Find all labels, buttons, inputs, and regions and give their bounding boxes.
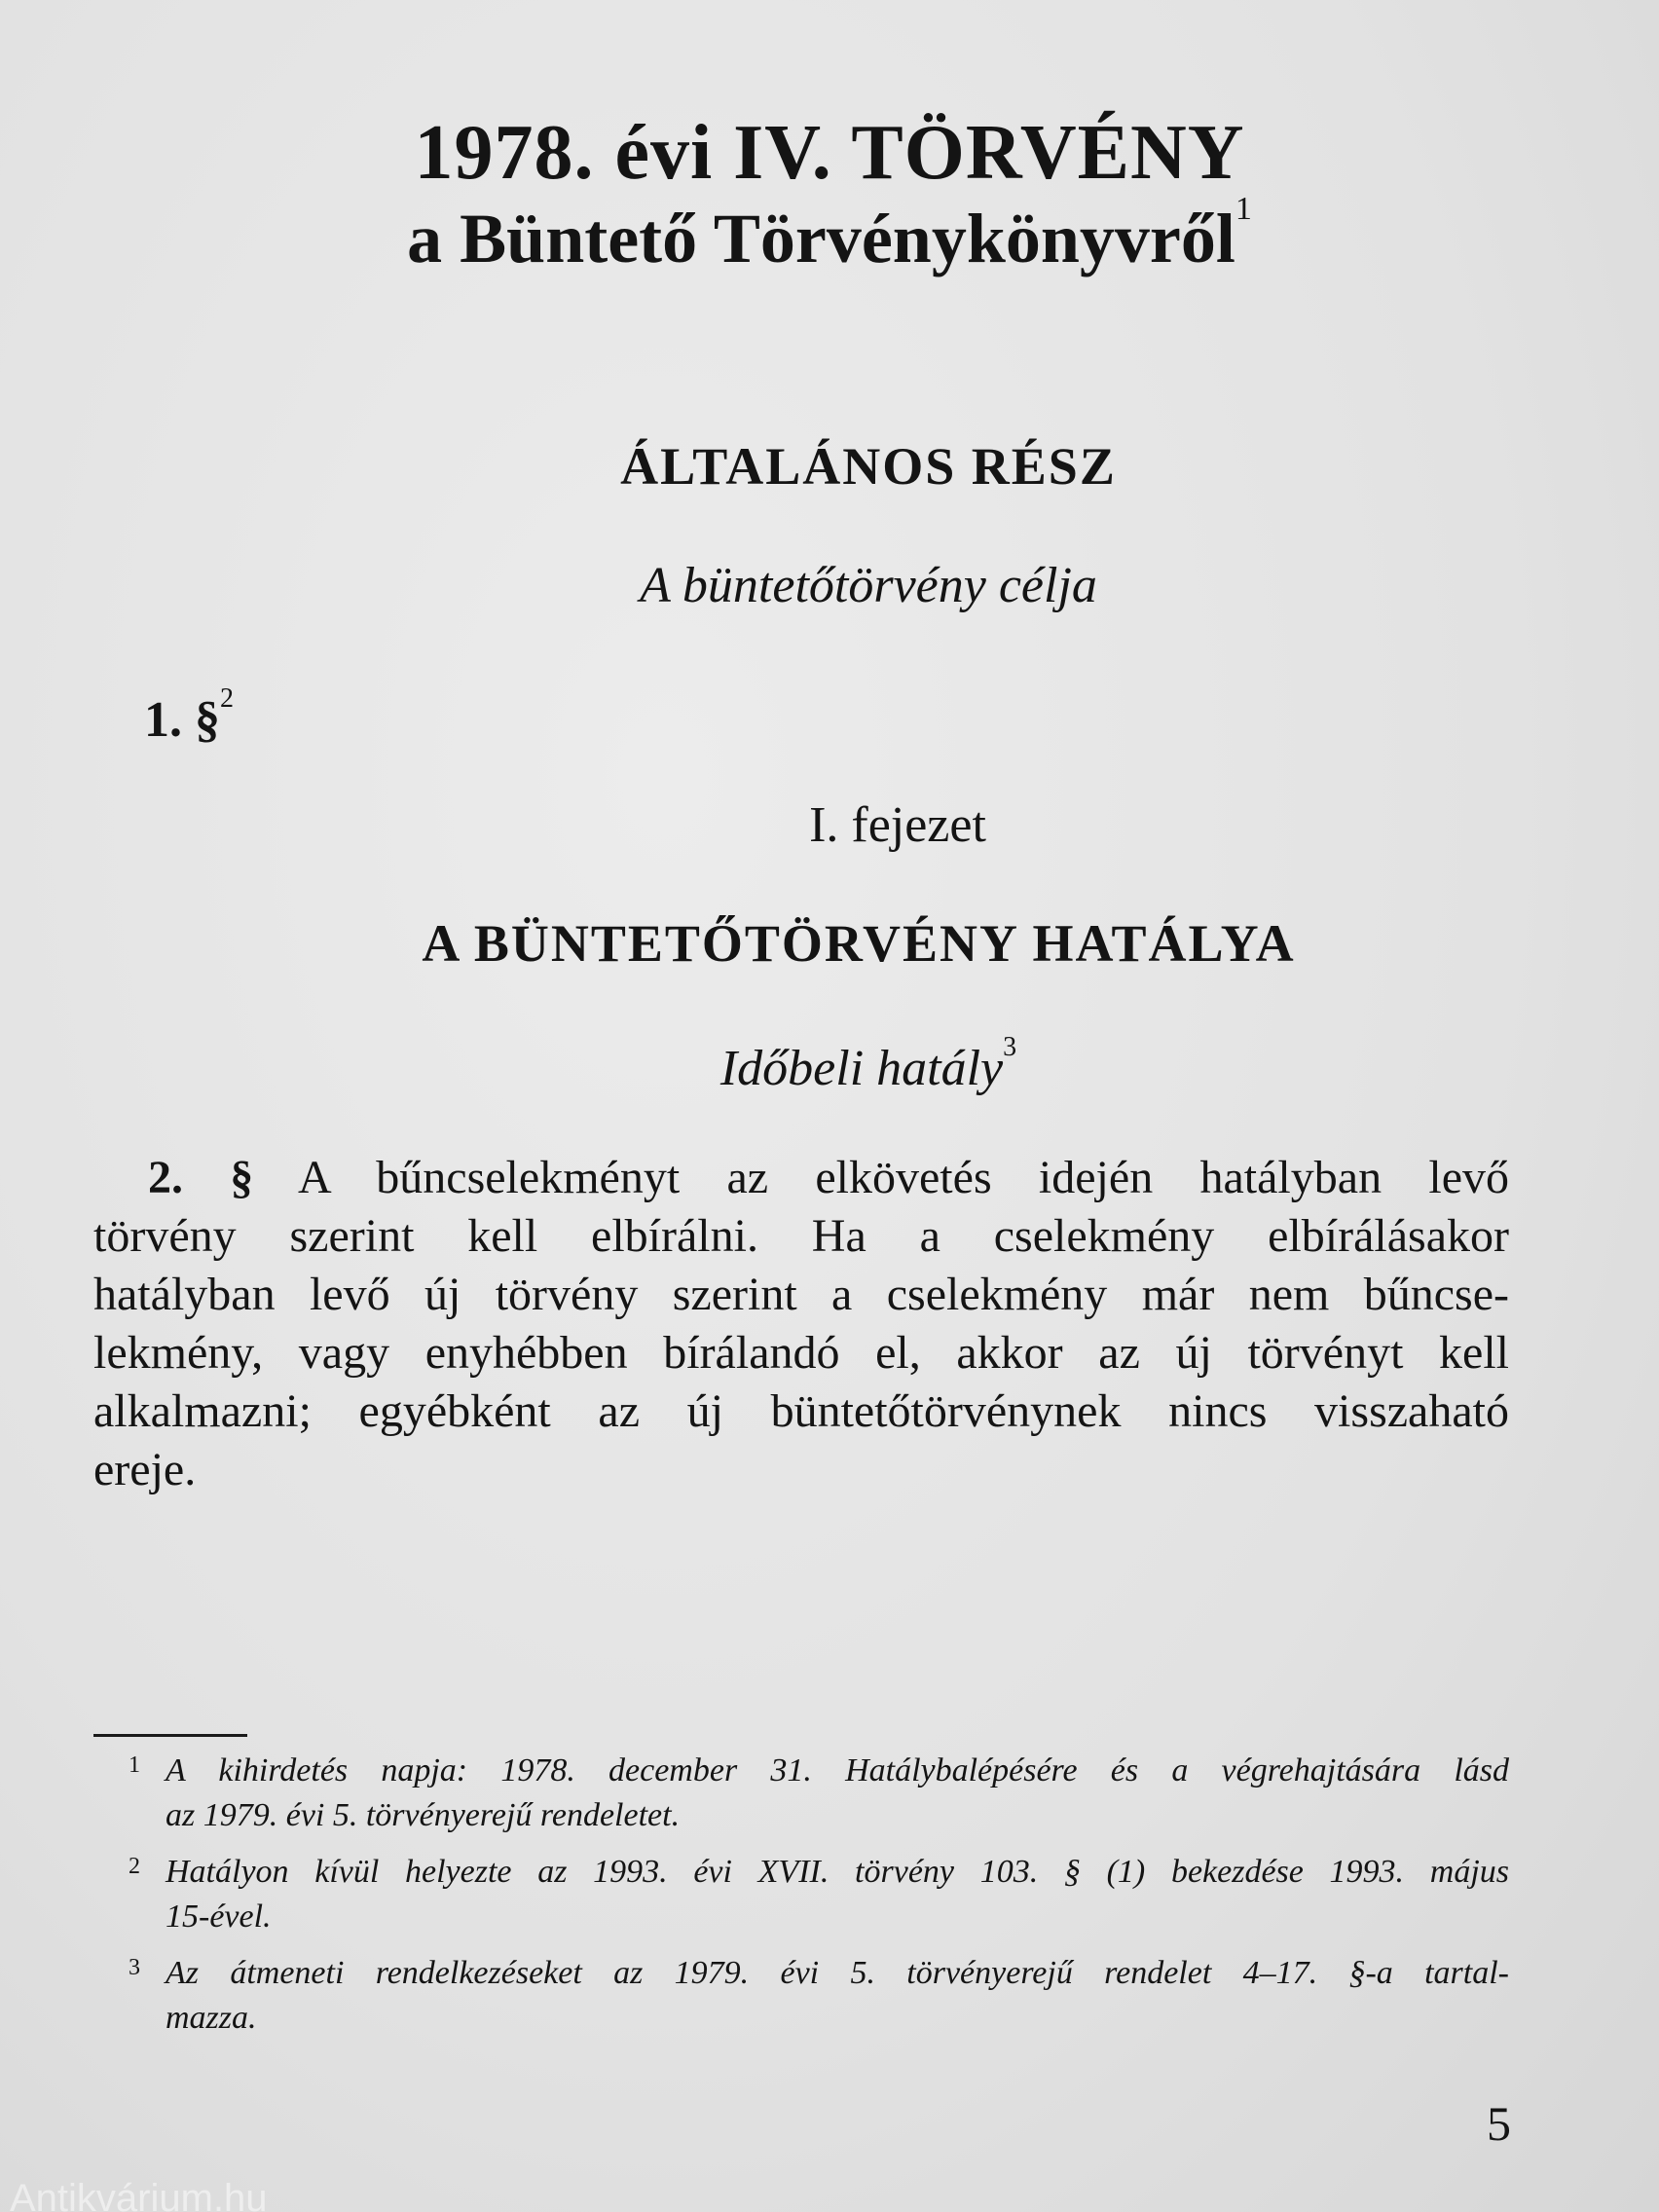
chapter-title: A BÜNTETŐTÖRVÉNY HATÁLYA (422, 914, 1296, 973)
footnote-1 (93, 1749, 1509, 1838)
footnote-ref-3: 3 (1003, 1032, 1017, 1062)
page-number: 5 (1487, 2096, 1511, 2151)
footnote-ref-1: 1 (1235, 191, 1252, 227)
law-subtitle (0, 191, 1659, 279)
footnote-line: A kihirdetés napja: 1978. december 31. Hatálybalépésére és a végrehajtására lásd (166, 1752, 1509, 1788)
footnote-line: Hatályon kívül helyezte az 1993. évi XVII. törvény 103. § (1) bekezdése 1993. május (166, 1854, 1509, 1890)
footnote-line: Az átmeneti rendelkezéseket az 1979. évi 5. törvényerejű rendelet 4–17. §-a tartal- (166, 1955, 1509, 1991)
section-2-paragraph (93, 1149, 1509, 1499)
subsection-title-text: Időbeli hatály (719, 1041, 1004, 1096)
footnote-separator (93, 1734, 247, 1737)
part-title: ÁLTALÁNOS RÉSZ (620, 437, 1117, 496)
footnote-mark: 2 (129, 1854, 140, 1879)
section-1-label-text: 1. § (144, 692, 220, 748)
footnote-line: mazza. (166, 2000, 257, 2036)
paragraph-line: alkalmazni; egyébként az új büntetőtörvénynek nincs visszaható (93, 1385, 1509, 1437)
footnote-mark: 3 (129, 1955, 140, 1980)
footnote-line: az 1979. évi 5. törvényerejű rendeletet. (166, 1797, 681, 1833)
footnote-line: 15-ével. (166, 1899, 272, 1935)
paragraph-line (93, 1149, 1509, 1207)
law-subtitle-text: a Büntető Törvénykönyvről (407, 200, 1235, 277)
aim-title: A büntetőtörvény célja (640, 558, 1097, 613)
paragraph-line-text: A bűncselekményt az elkövetés idején hatályban levő (297, 1152, 1510, 1203)
watermark: Antikvárium.hu (10, 2177, 268, 2212)
footnotes (93, 1749, 1509, 2052)
footnote-ref-2: 2 (220, 683, 234, 714)
section-1-label (144, 683, 234, 749)
paragraph-line: törvény szerint kell elbírálni. Ha a cselekmény elbírálásakor (93, 1210, 1509, 1262)
footnote-mark: 1 (129, 1752, 140, 1778)
law-title: 1978. évi IV. TÖRVÉNY (414, 110, 1245, 196)
paragraph-line: hatályban levő új törvény szerint a cselekmény már nem bűncse- (93, 1269, 1509, 1320)
footnote-3 (93, 1951, 1509, 2041)
subsection-title (39, 1032, 1659, 1097)
paragraph-line: ereje. (93, 1444, 197, 1495)
footnote-2 (93, 1850, 1509, 1939)
paragraph-line: lekmény, vagy enyhébben bírálandó el, akkor az új törvényt kell (93, 1327, 1509, 1379)
section-2-label: 2. § (148, 1152, 254, 1203)
chapter-number: I. fejezet (809, 797, 986, 853)
